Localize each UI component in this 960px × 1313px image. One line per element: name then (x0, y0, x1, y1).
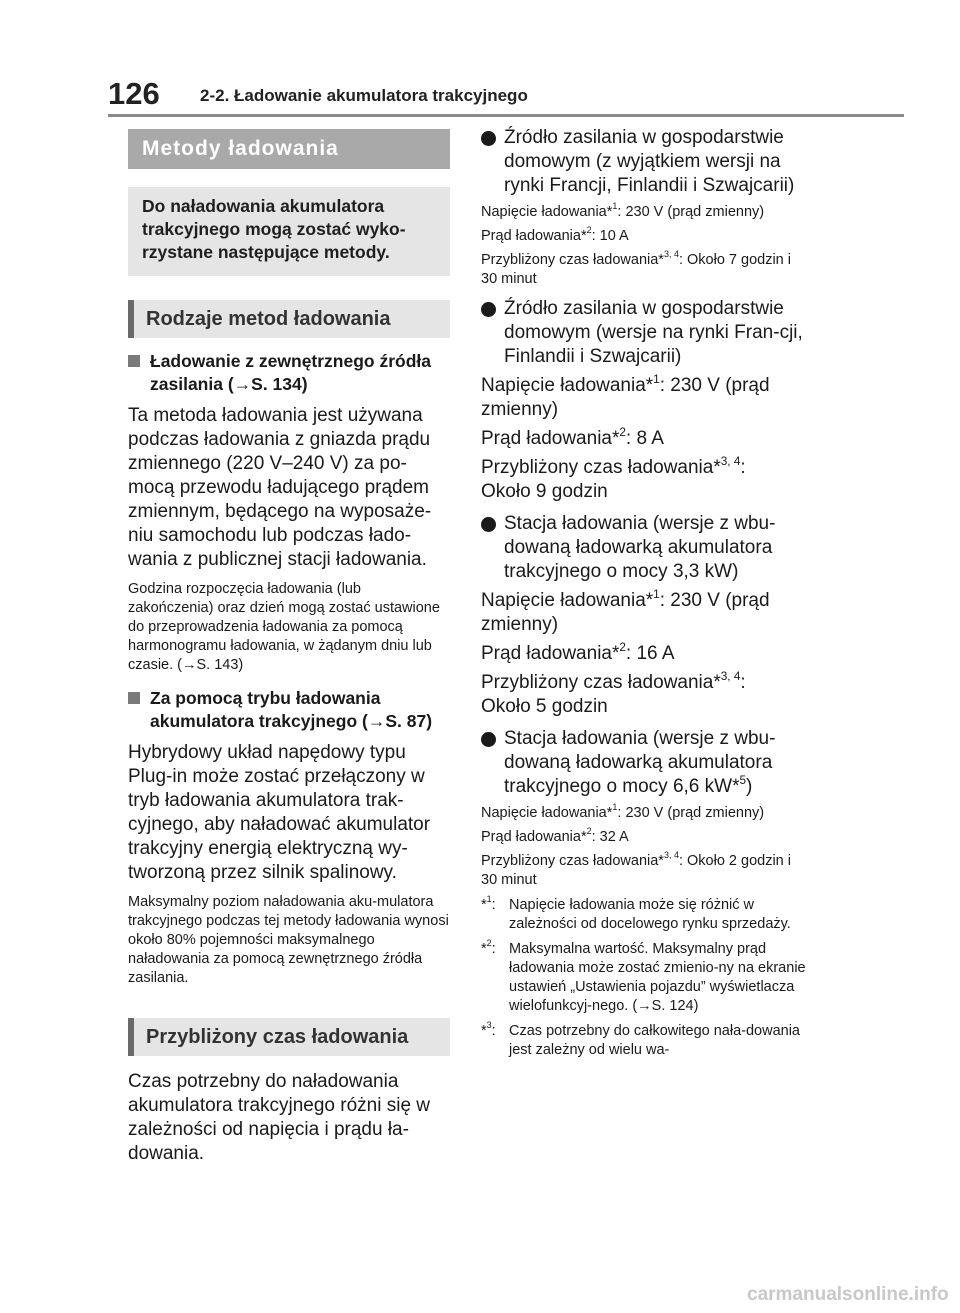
round-bullet-icon (481, 732, 496, 747)
footnote-3: *$^3$: Czas potrzebny do całkowitego nała-dowania jest zależny od wielu wa- (481, 1020, 800, 1058)
round-bullet-icon (481, 517, 496, 532)
header-divider (108, 114, 904, 117)
charging-current: Prąd ładowania*$^2$: 10 A (481, 225, 629, 244)
intro-box: Do naładowania akumulatora trakcyjnego mogą zostać wyko-rzystane następujące metody. (128, 187, 450, 276)
arrow-right-icon: → (182, 657, 197, 673)
charging-voltage: Napięcie ładowania*$^1$: 230 V (prąd zmienny) (481, 372, 770, 420)
round-bullet-icon (481, 302, 496, 317)
square-bullet-icon (128, 692, 140, 704)
charge-mode-note: Maksymalny poziom naładowania aku-mulatora trakcyjnego podczas tej metody ładowania wynosi około 80% pojemności maksymalnego naładowania za pomocą zewnętrznego źródła zasilania. (128, 894, 449, 986)
charging-time: Przybliżony czas ładowania*$^{3, 4}$: Około 7 godzin i 30 minut (481, 249, 791, 287)
power-source-heading: Stacja ładowania (wersje z wbu-dowaną ładowarką akumulatora trakcyjnego o mocy 3,3 kW) (481, 512, 811, 584)
charging-voltage: Napięcie ładowania*$^1$: 230 V (prąd zmienny) (481, 802, 765, 821)
charging-current: Prąd ładowania*$^2$: 8 A (481, 425, 664, 449)
external-source-heading: Ładowanie z zewnętrznego źródła zasilania (→S. 134) (128, 350, 450, 396)
charging-time: Przybliżony czas ładowania*$^{3, 4}$: Około 5 godzin (481, 669, 746, 717)
types-heading: Rodzaje metod ładowania (128, 300, 450, 338)
watermark: carmanualsonline.info (747, 1284, 949, 1305)
footnote-2: *$^2$: Maksymalna wartość. Maksymalny prąd ładowania może zostać zmienio-ny na ekranie ustawień „Ustawienia pojazdu” wyświetlacza wielofunkcyj-nego. (→S. 124) (481, 938, 806, 1014)
main-heading-banner: Metody ładowania (128, 129, 450, 169)
round-bullet-icon (481, 131, 496, 146)
charge-mode-text: Hybrydowy układ napędowy typu Plug-in może zostać przełączony w tryb ładowania akumulatora trak-cyjnego, aby naładować akumulator trakcyjny energią elektryczną wy-tworzoną przez silnik spalinowy. (128, 742, 431, 883)
charging-voltage: Napięcie ładowania*$^1$: 230 V (prąd zmienny) (481, 201, 765, 220)
charge-time-text: Czas potrzebny do naładowania akumulatora trakcyjnego różni się w zależności od napięcia i prądu ła-dowania. (128, 1071, 431, 1164)
arrow-right-icon: → (637, 998, 652, 1014)
external-source-note: Godzina rozpoczęcia ładowania (lub zakończenia) oraz dzień mogą zostać ustawione do przeprowadzenia ładowania za pomocą harmonogramu ładowania, w żądanym dniu lub czasie. (→S. 143) (128, 581, 440, 673)
charge-mode-heading: Za pomocą trybu ładowania akumulatora trakcyjnego (→S. 87) (128, 687, 450, 733)
right-column (481, 126, 811, 1060)
charging-current: Prąd ładowania*$^2$: 32 A (481, 826, 629, 845)
arrow-right-icon: → (233, 374, 252, 394)
charging-time: Przybliżony czas ładowania*$^{3, 4}$: Około 2 godzin i 30 minut (481, 850, 791, 888)
footnote-1: *$^1$: Napięcie ładowania może się różnić w zależności od docelowego rynku sprzedaży. (481, 894, 791, 932)
charging-time: Przybliżony czas ładowania*$^{3, 4}$: Około 9 godzin (481, 454, 746, 502)
left-column (128, 129, 450, 1166)
charge-time-heading: Przybliżony czas ładowania (128, 1018, 450, 1056)
page-header (0, 0, 960, 122)
section-title: 2-2. Ładowanie akumulatora trakcyjnego (200, 86, 528, 105)
page-number: 126 (108, 76, 160, 111)
power-source-heading: Stacja ładowania (wersje z wbu-dowaną ładowarką akumulatora trakcyjnego o mocy 6,6 kW*$^5$) (481, 727, 811, 799)
charging-voltage: Napięcie ładowania*$^1$: 230 V (prąd zmienny) (481, 587, 770, 635)
power-source-heading: Źródło zasilania w gospodarstwie domowym (wersje na rynki Fran-cji, Finlandii i Szwajcarii) (481, 297, 811, 369)
arrow-right-icon: → (367, 711, 386, 731)
charging-current: Prąd ładowania*$^2$: 16 A (481, 640, 675, 664)
square-bullet-icon (128, 355, 140, 367)
power-source-heading: Źródło zasilania w gospodarstwie domowym (z wyjątkiem wersji na rynki Francji, Finlandii i Szwajcarii) (481, 126, 811, 198)
external-source-text: Ta metoda ładowania jest używana podczas ładowania z gniazda prądu zmiennego (220 V–240 V) za po-mocą przewodu ładującego prądem zmiennym, będącego na wyposaże-niu samochodu lub podczas łado-wania z publicznej stacji ładowania. (128, 405, 432, 570)
